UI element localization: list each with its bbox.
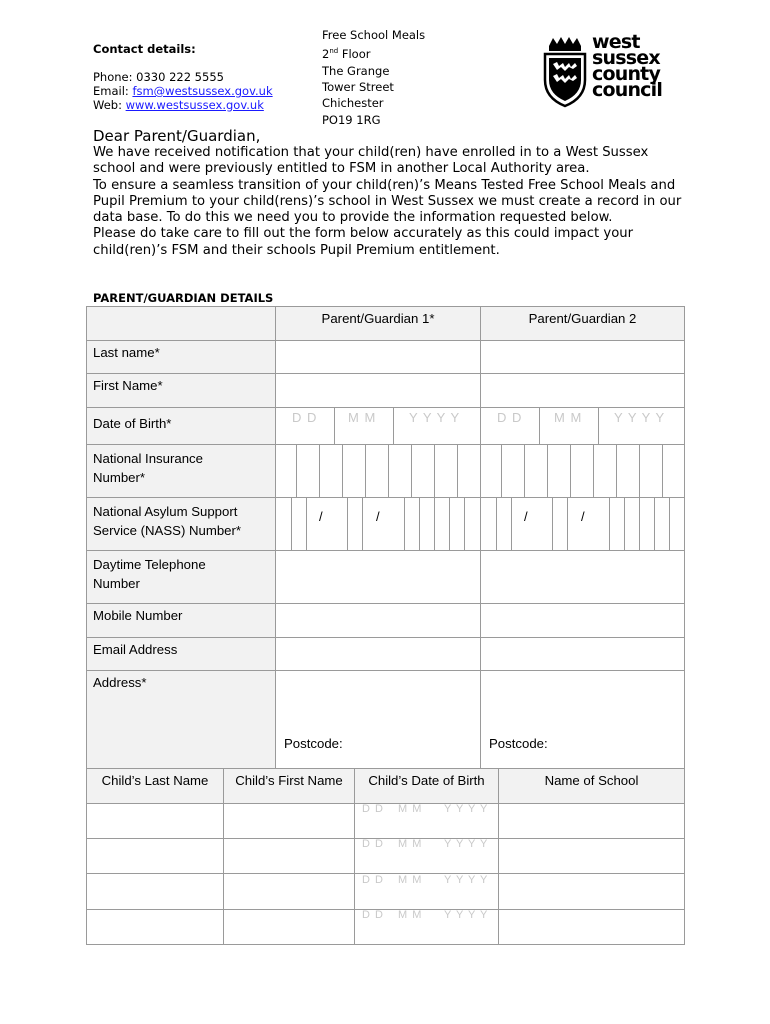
parent1-email-field[interactable] — [275, 637, 481, 671]
header-child-dob: Child’s Date of Birth — [354, 768, 499, 804]
child2-first-name-field[interactable] — [223, 838, 355, 874]
header-child-last-name: Child’s Last Name — [86, 768, 224, 804]
salutation: Dear Parent/Guardian, — [93, 127, 261, 145]
p1-dob-mm: M M — [348, 410, 377, 425]
parent1-address-field[interactable] — [275, 670, 481, 769]
parent1-last-name-field[interactable] — [275, 340, 481, 374]
child2-school-field[interactable] — [498, 838, 685, 874]
child3-last-name-field[interactable] — [86, 873, 224, 910]
parent2-first-name-field[interactable] — [480, 373, 685, 408]
contact-phone: Phone: 0330 222 5555 — [93, 70, 224, 84]
label-dob: Date of Birth* — [86, 407, 276, 445]
header-school-name: Name of School — [498, 768, 685, 804]
parent1-mobile-field[interactable] — [275, 603, 481, 638]
child3-school-field[interactable] — [498, 873, 685, 910]
header-blank — [86, 306, 276, 341]
parent-guardian-form: Parent/Guardian 1* Parent/Guardian 2 Last name* First Name* Date of Birth* D D M M Y Y Y Y D D M M Y Y Y Y National Insurance Number* National Asylum Support Service (NASS) Number* / / / / Daytime Telephone Number Mobile Number Email Address Address* Postcode: Postcode: Child’s Last Name Child’s First Name Child’s Date of Birth Name of School D D M M Y Y Y Y D D M M Y Y Y Y D D M M Y Y Y Y D D M M Y Y Y Y — [86, 306, 685, 946]
p1-dob-dd: D D — [292, 410, 318, 425]
p1-nass-slash-1: / — [319, 509, 323, 524]
contact-web-line: Web: www.westsussex.gov.uk — [93, 98, 264, 112]
parent2-postcode-label: Postcode: — [489, 736, 548, 751]
parent1-telephone-field[interactable] — [275, 550, 481, 604]
council-logo — [543, 31, 671, 108]
parent2-telephone-field[interactable] — [480, 550, 685, 604]
section-title: PARENT/GUARDIAN DETAILS — [93, 291, 274, 305]
label-first-name: First Name* — [86, 373, 276, 408]
p1-dob-yyyy: Y Y Y Y — [409, 410, 461, 425]
parent2-ni-field[interactable] — [480, 444, 685, 498]
parent2-mobile-field[interactable] — [480, 603, 685, 638]
header-child-first-name: Child’s First Name — [223, 768, 355, 804]
contact-title: Contact details: — [93, 42, 196, 56]
p2-nass-slash-2: / — [581, 509, 585, 524]
header-parent2: Parent/Guardian 2 — [480, 306, 685, 341]
label-nass: National Asylum Support Service (NASS) Number* — [86, 497, 276, 551]
contact-details — [93, 42, 273, 112]
label-email: Email Address — [86, 637, 276, 671]
p1-nass-slash-2: / — [376, 509, 380, 524]
child1-first-name-field[interactable] — [223, 803, 355, 839]
p2-dob-dd: D D — [497, 410, 523, 425]
header-parent1: Parent/Guardian 1* — [275, 306, 481, 341]
parent1-first-name-field[interactable] — [275, 373, 481, 408]
p2-dob-mm: M M — [554, 410, 583, 425]
child4-first-name-field[interactable] — [223, 909, 355, 945]
label-ni: National Insurance Number* — [86, 444, 276, 498]
parent2-last-name-field[interactable] — [480, 340, 685, 374]
email-link[interactable]: fsm@westsussex.gov.uk — [132, 84, 273, 98]
child3-first-name-field[interactable] — [223, 873, 355, 910]
crest-icon — [543, 36, 587, 108]
p2-nass-slash-1: / — [524, 509, 528, 524]
parent1-postcode-label: Postcode: — [284, 736, 343, 751]
postal-address: Free School Meals 2nd Floor The Grange Tower Street Chichester PO19 1RG — [322, 28, 426, 127]
child4-school-field[interactable] — [498, 909, 685, 945]
label-last-name: Last name* — [86, 340, 276, 374]
contact-email-line: Email: fsm@westsussex.gov.uk — [93, 84, 273, 98]
label-mobile: Mobile Number — [86, 603, 276, 638]
web-link[interactable]: www.westsussex.gov.uk — [125, 98, 264, 112]
paragraph-1: We have received notification that your child(ren) have enrolled in to a West Sussex school and were previously entitled to FSM in another Local Authority area. — [93, 145, 649, 177]
paragraph-3: Please do take care to fill out the form below accurately as this could impact your child(ren)’s FSM and their schools Pupil Premium entitlement. — [93, 226, 634, 258]
parent2-email-field[interactable] — [480, 637, 685, 671]
parent2-address-field[interactable] — [480, 670, 685, 769]
child1-school-field[interactable] — [498, 803, 685, 839]
child2-last-name-field[interactable] — [86, 838, 224, 874]
label-address: Address* — [86, 670, 276, 769]
parent1-ni-field[interactable] — [275, 444, 481, 498]
p2-dob-yyyy: Y Y Y Y — [614, 410, 666, 425]
child4-last-name-field[interactable] — [86, 909, 224, 945]
label-telephone: Daytime Telephone Number — [86, 550, 276, 604]
child1-last-name-field[interactable] — [86, 803, 224, 839]
paragraph-2: To ensure a seamless transition of your child(ren)’s Means Tested Free School Meals and Pupil Premium to your child(rens)’s school in West Sussex we must create a record in our data base. To do this we need you to provide the information requested below. — [93, 177, 682, 226]
letter-body — [93, 127, 693, 259]
logo-text: west sussex county council — [592, 31, 663, 101]
